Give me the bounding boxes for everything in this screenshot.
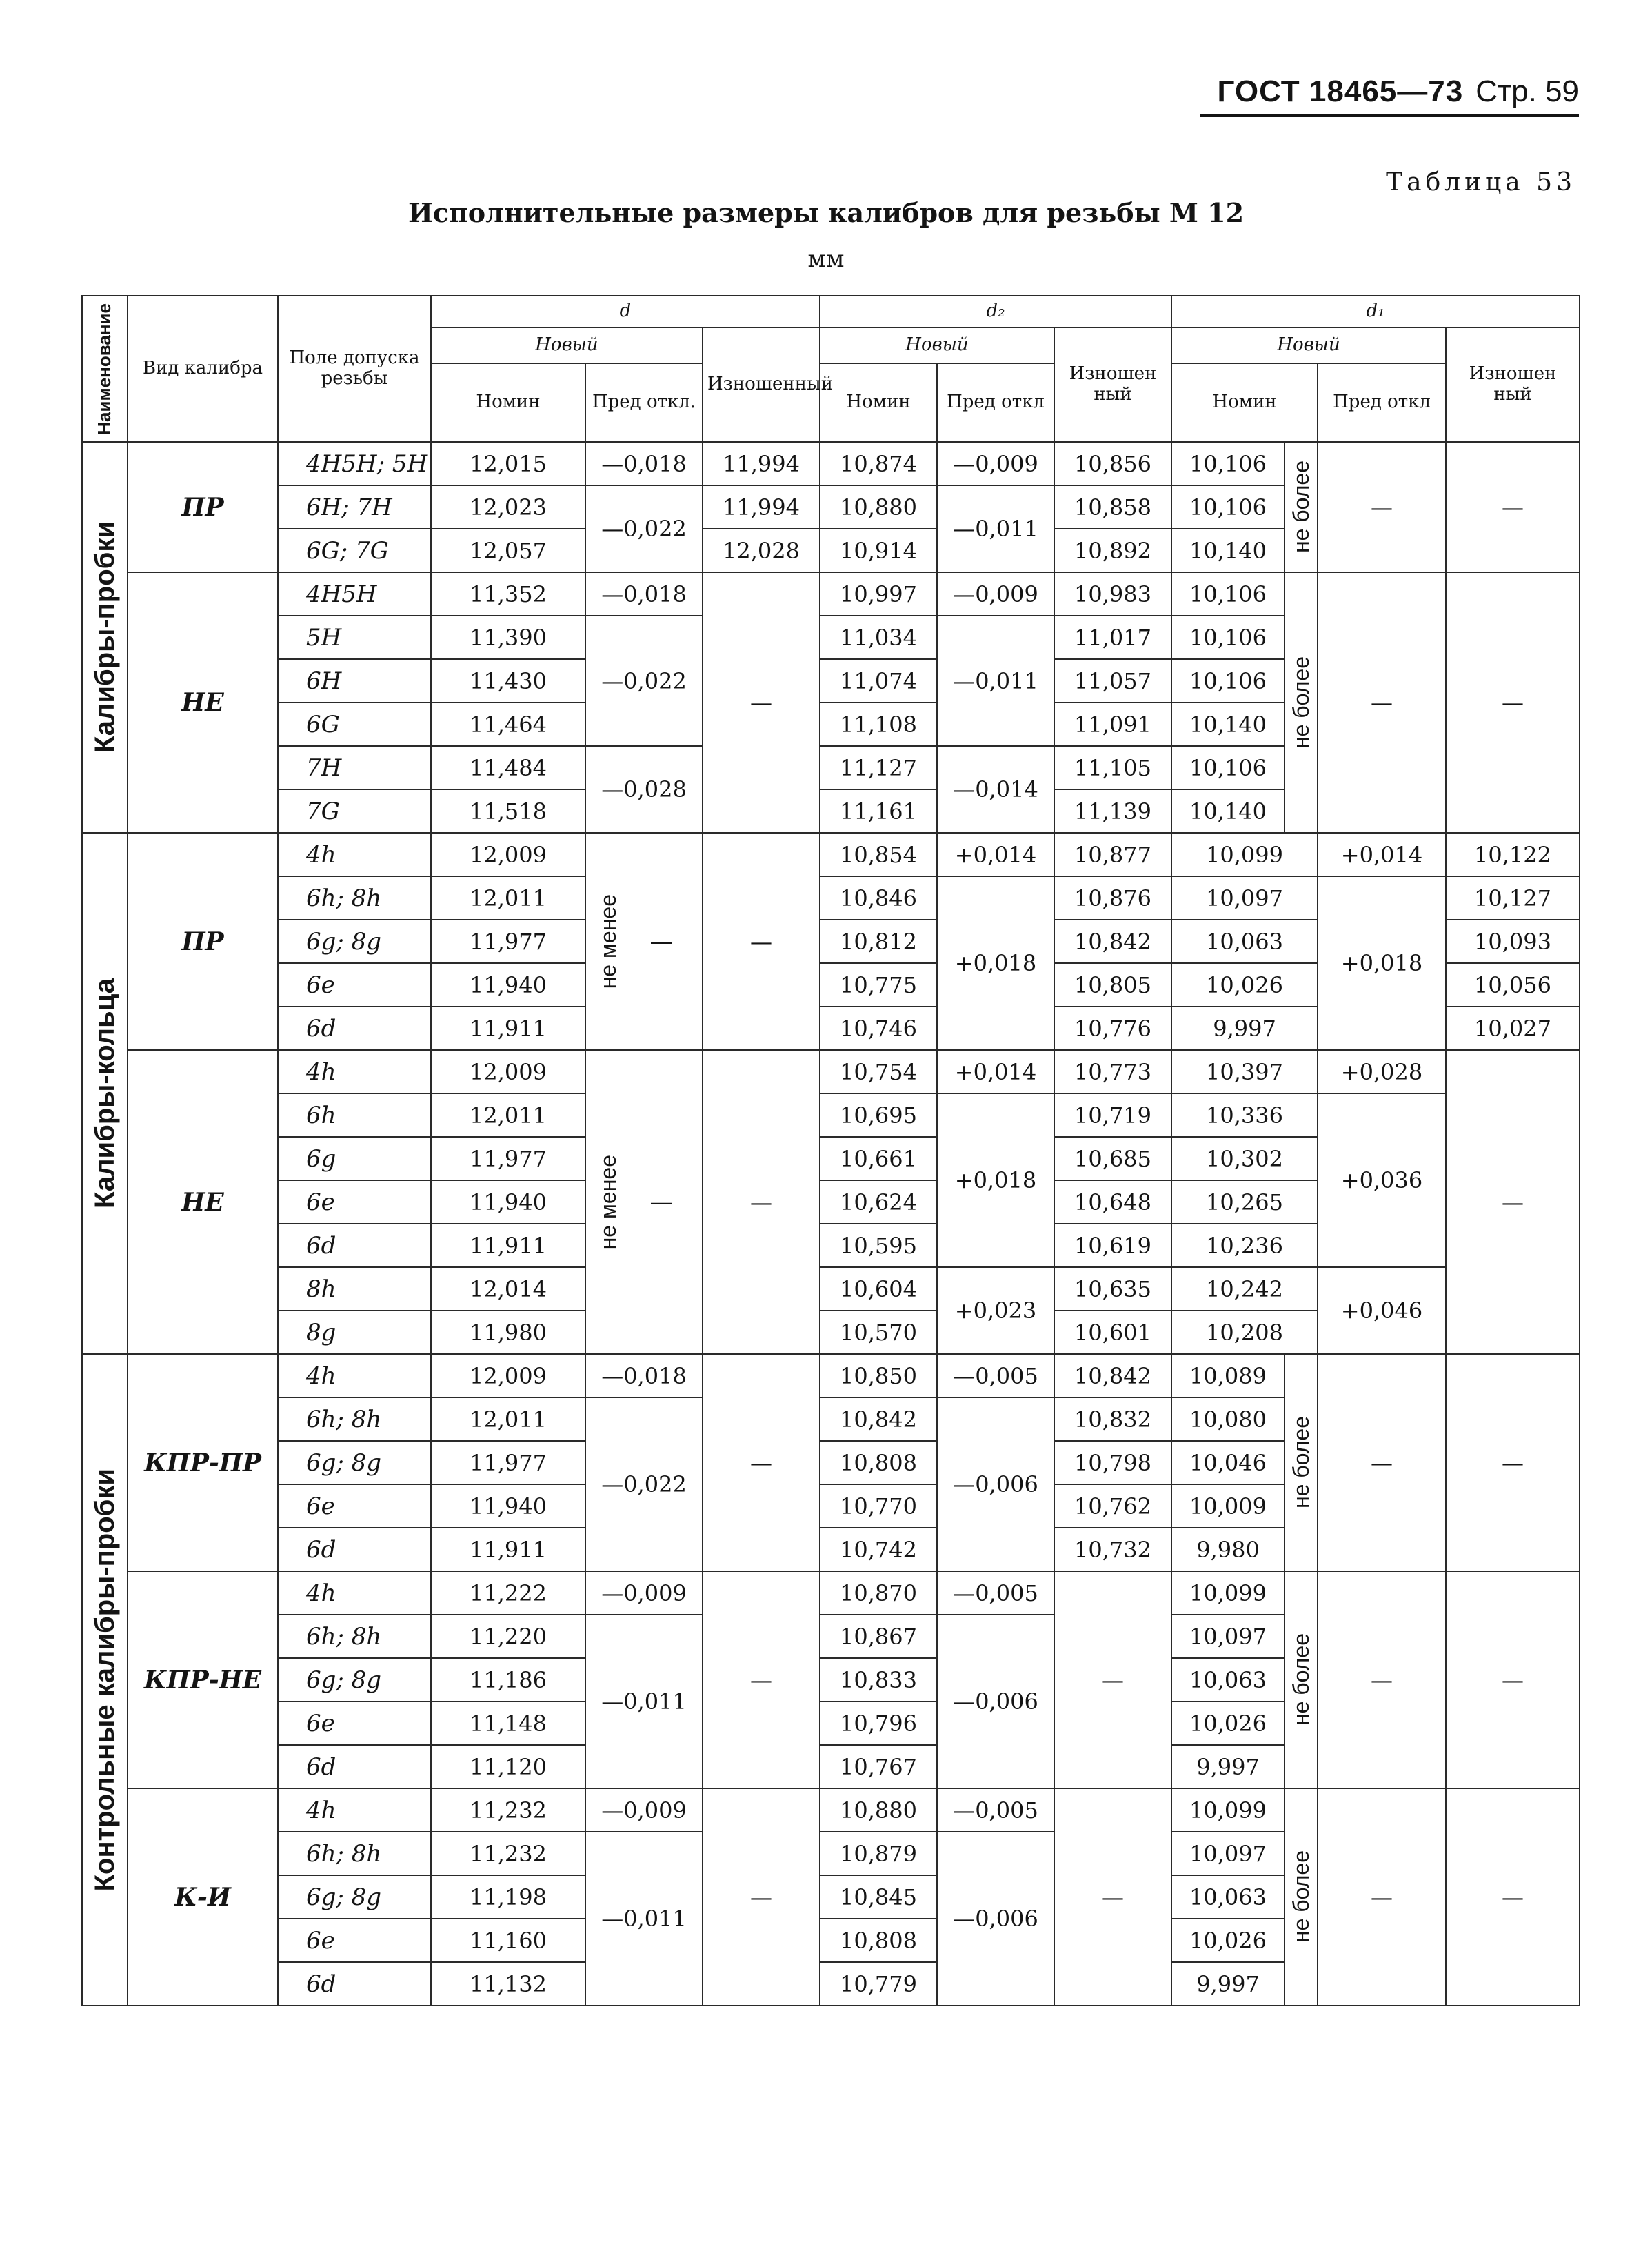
d-deviation-value: — xyxy=(649,927,674,956)
table-row xyxy=(82,876,1580,920)
d-worn: — xyxy=(703,1050,820,1354)
d-nominal: 11,977 xyxy=(431,1137,585,1180)
d1-nominal: 10,106 xyxy=(1171,485,1285,529)
d2-nominal: 11,034 xyxy=(820,616,937,659)
col-d1-new: Новый xyxy=(1171,327,1446,363)
tolerance-field: 6e xyxy=(278,963,431,1007)
d-nominal: 11,222 xyxy=(431,1571,585,1615)
d2-worn: 10,773 xyxy=(1054,1050,1171,1093)
not-more-limit xyxy=(1285,442,1318,572)
d2-nominal: 10,604 xyxy=(820,1267,937,1311)
d2-deviation: +0,014 xyxy=(937,833,1054,876)
d2-deviation: —0,014 xyxy=(937,746,1054,833)
d2-nominal: 10,880 xyxy=(820,485,937,529)
d2-worn: — xyxy=(1054,1788,1171,2006)
d2-deviation: —0,005 xyxy=(937,1571,1054,1615)
d2-worn: 10,776 xyxy=(1054,1007,1171,1050)
d-nominal: 12,011 xyxy=(431,876,585,920)
not-more-limit xyxy=(1285,572,1318,833)
d2-worn: — xyxy=(1054,1571,1171,1788)
d-nominal: 12,057 xyxy=(431,529,585,572)
d2-worn: 10,876 xyxy=(1054,876,1171,920)
d1-deviation: +0,028 xyxy=(1318,1050,1446,1093)
d2-nominal: 10,695 xyxy=(820,1093,937,1137)
group-label xyxy=(82,833,128,1354)
d2-worn: 10,842 xyxy=(1054,920,1171,963)
d2-nominal: 10,997 xyxy=(820,572,937,616)
d2-deviation: —0,006 xyxy=(937,1615,1054,1788)
d1-nominal: 10,063 xyxy=(1171,1658,1285,1701)
d1-nominal: 10,099 xyxy=(1171,833,1318,876)
d2-nominal: 11,127 xyxy=(820,746,937,789)
tolerance-field: 4h xyxy=(278,1571,431,1615)
tolerance-field: 6e xyxy=(278,1919,431,1962)
d1-nominal: 10,140 xyxy=(1171,789,1285,833)
tolerance-field: 6g; 8g xyxy=(278,1441,431,1484)
col-d1: d₁ xyxy=(1171,296,1580,327)
d-nominal: 12,011 xyxy=(431,1397,585,1441)
gauge-kind: КПР-НЕ xyxy=(128,1571,278,1788)
tolerance-field: 6G xyxy=(278,703,431,746)
col-d-dev: Пред откл. xyxy=(585,363,703,442)
d2-deviation: —0,006 xyxy=(937,1832,1054,2006)
d2-nominal: 10,796 xyxy=(820,1701,937,1745)
table-row xyxy=(82,833,1580,876)
d2-nominal: 10,595 xyxy=(820,1224,937,1267)
d-worn: 12,028 xyxy=(703,529,820,572)
d1-nominal: 10,265 xyxy=(1171,1180,1318,1224)
page-header xyxy=(1200,74,1579,117)
d-nominal: 11,940 xyxy=(431,1484,585,1528)
d-worn: 11,994 xyxy=(703,442,820,485)
d-nominal: 11,232 xyxy=(431,1832,585,1875)
d1-nominal: 10,397 xyxy=(1171,1050,1318,1093)
dimensions-table xyxy=(81,295,1580,2006)
tolerance-field: 6h; 8h xyxy=(278,1397,431,1441)
d1-nominal: 10,106 xyxy=(1171,572,1285,616)
d1-deviation: — xyxy=(1318,1571,1446,1788)
d-nominal: 11,186 xyxy=(431,1658,585,1701)
d1-worn: 10,127 xyxy=(1446,876,1580,920)
d1-worn: — xyxy=(1446,1788,1580,2006)
table-label: Таблица 53 xyxy=(1386,168,1576,196)
d2-deviation: +0,018 xyxy=(937,876,1054,1050)
d2-worn: 10,856 xyxy=(1054,442,1171,485)
table-row xyxy=(82,1267,1580,1311)
d2-nominal: 10,879 xyxy=(820,1832,937,1875)
col-d-nom: Номин xyxy=(431,363,585,442)
d1-worn: — xyxy=(1446,572,1580,833)
d2-nominal: 10,914 xyxy=(820,529,937,572)
table-row xyxy=(82,1354,1580,1397)
not-less-limit: не менее xyxy=(596,893,621,989)
tolerance-field: 6g; 8g xyxy=(278,1875,431,1919)
d-nominal: 11,980 xyxy=(431,1311,585,1354)
tolerance-field: 4H5H xyxy=(278,572,431,616)
col-d1-worn: Изношен ный xyxy=(1446,327,1580,442)
tolerance-field: 5H xyxy=(278,616,431,659)
d1-deviation: — xyxy=(1318,442,1446,572)
not-more-limit-text: не более xyxy=(1288,1416,1313,1509)
d2-nominal: 10,870 xyxy=(820,1571,937,1615)
d2-deviation: —0,009 xyxy=(937,442,1054,485)
d-nominal: 11,518 xyxy=(431,789,585,833)
d1-deviation: +0,036 xyxy=(1318,1093,1446,1267)
tolerance-field: 6d xyxy=(278,1224,431,1267)
d-nominal: 11,940 xyxy=(431,1180,585,1224)
col-d: d xyxy=(431,296,820,327)
tolerance-field: 6g xyxy=(278,1137,431,1180)
d-deviation: —0,011 xyxy=(585,1832,703,2006)
col-d2: d₂ xyxy=(820,296,1171,327)
d1-worn: — xyxy=(1446,442,1580,572)
d2-worn: 10,732 xyxy=(1054,1528,1171,1571)
d2-nominal: 10,854 xyxy=(820,833,937,876)
d2-nominal: 10,808 xyxy=(820,1441,937,1484)
d2-nominal: 10,742 xyxy=(820,1528,937,1571)
tolerance-field: 6G; 7G xyxy=(278,529,431,572)
d1-nominal: 10,097 xyxy=(1171,876,1318,920)
d1-nominal: 10,046 xyxy=(1171,1441,1285,1484)
d-worn: — xyxy=(703,1571,820,1788)
tolerance-field: 4H5H; 5H xyxy=(278,442,431,485)
table-row xyxy=(82,1050,1580,1093)
d1-deviation: — xyxy=(1318,572,1446,833)
d-nominal: 11,352 xyxy=(431,572,585,616)
d2-worn: 10,601 xyxy=(1054,1311,1171,1354)
table-title: Исполнительные размеры калибров для резьбы М 12 xyxy=(407,197,1245,228)
d-nominal: 11,132 xyxy=(431,1962,585,2006)
d2-worn: 11,057 xyxy=(1054,659,1171,703)
d2-worn: 10,983 xyxy=(1054,572,1171,616)
d-nominal: 11,911 xyxy=(431,1528,585,1571)
d1-deviation: — xyxy=(1318,1354,1446,1571)
tolerance-field: 6d xyxy=(278,1528,431,1571)
d2-worn: 10,798 xyxy=(1054,1441,1171,1484)
d1-deviation: — xyxy=(1318,1788,1446,2006)
d1-nominal: 10,099 xyxy=(1171,1788,1285,1832)
d2-deviation: —0,011 xyxy=(937,616,1054,746)
tolerance-field: 6g; 8g xyxy=(278,920,431,963)
gauge-kind: ПР xyxy=(128,442,278,572)
d2-nominal: 10,570 xyxy=(820,1311,937,1354)
tolerance-field: 7G xyxy=(278,789,431,833)
d1-worn: 10,093 xyxy=(1446,920,1580,963)
d-nominal: 11,484 xyxy=(431,746,585,789)
d2-worn: 11,091 xyxy=(1054,703,1171,746)
d1-nominal: 10,106 xyxy=(1171,659,1285,703)
d1-nominal: 9,997 xyxy=(1171,1962,1285,2006)
d2-nominal: 10,746 xyxy=(820,1007,937,1050)
d2-worn: 10,805 xyxy=(1054,963,1171,1007)
d1-nominal: 10,336 xyxy=(1171,1093,1318,1137)
d1-worn: — xyxy=(1446,1354,1580,1571)
tolerance-field: 4h xyxy=(278,833,431,876)
standard-number: ГОСТ 18465—73 xyxy=(1217,74,1464,108)
col-d2-nom: Номин xyxy=(820,363,937,442)
d2-nominal: 10,624 xyxy=(820,1180,937,1224)
d-nominal: 11,977 xyxy=(431,920,585,963)
d2-nominal: 10,833 xyxy=(820,1658,937,1701)
d2-deviation: —0,009 xyxy=(937,572,1054,616)
d1-nominal: 10,106 xyxy=(1171,746,1285,789)
d-nominal: 11,148 xyxy=(431,1701,585,1745)
gauge-kind: НЕ xyxy=(128,572,278,833)
not-more-limit-text: не более xyxy=(1288,1850,1313,1943)
d-nominal: 11,977 xyxy=(431,1441,585,1484)
d1-nominal: 10,302 xyxy=(1171,1137,1318,1180)
d-deviation: —0,018 xyxy=(585,442,703,485)
group-label-text: Контрольные калибры-пробки xyxy=(89,1468,120,1892)
d-deviation: —0,022 xyxy=(585,485,703,572)
col-name: Наименование xyxy=(82,296,128,442)
d1-nominal: 10,026 xyxy=(1171,1701,1285,1745)
d1-nominal: 10,009 xyxy=(1171,1484,1285,1528)
d-worn: — xyxy=(703,1354,820,1571)
d1-worn: — xyxy=(1446,1050,1580,1354)
d1-nominal: 10,140 xyxy=(1171,703,1285,746)
d-nominal: 11,430 xyxy=(431,659,585,703)
tolerance-field: 6h; 8h xyxy=(278,876,431,920)
tolerance-field: 6d xyxy=(278,1007,431,1050)
d2-nominal: 10,867 xyxy=(820,1615,937,1658)
d2-nominal: 10,779 xyxy=(820,1962,937,2006)
d1-nominal: 10,208 xyxy=(1171,1311,1318,1354)
d1-nominal: 10,236 xyxy=(1171,1224,1318,1267)
d2-worn: 10,762 xyxy=(1054,1484,1171,1528)
tolerance-field: 4h xyxy=(278,1788,431,1832)
d1-deviation: +0,018 xyxy=(1318,876,1446,1050)
d-nominal: 12,009 xyxy=(431,1354,585,1397)
gauge-kind: К-И xyxy=(128,1788,278,2006)
d2-nominal: 11,108 xyxy=(820,703,937,746)
d-worn: — xyxy=(703,833,820,1050)
tolerance-field: 4h xyxy=(278,1050,431,1093)
tolerance-field: 6e xyxy=(278,1180,431,1224)
not-more-limit-text: не более xyxy=(1288,656,1313,749)
d1-worn: — xyxy=(1446,1571,1580,1788)
tolerance-field: 6e xyxy=(278,1484,431,1528)
d-nominal: 11,120 xyxy=(431,1745,585,1788)
d1-nominal: 10,106 xyxy=(1171,616,1285,659)
d1-worn: 10,056 xyxy=(1446,963,1580,1007)
d-nominal: 12,009 xyxy=(431,833,585,876)
d1-nominal: 10,080 xyxy=(1171,1397,1285,1441)
tolerance-field: 6d xyxy=(278,1962,431,2006)
d1-deviation: +0,046 xyxy=(1318,1267,1446,1354)
d-worn: — xyxy=(703,1788,820,2006)
d1-worn: 10,122 xyxy=(1446,833,1580,876)
group-label-text: Калибры-кольца xyxy=(89,978,120,1209)
not-more-limit-text: не более xyxy=(1288,1633,1313,1726)
d2-worn: 10,719 xyxy=(1054,1093,1171,1137)
d2-deviation: —0,011 xyxy=(937,485,1054,572)
d-deviation: —0,018 xyxy=(585,572,703,616)
tolerance-field: 4h xyxy=(278,1354,431,1397)
d-deviation: —0,022 xyxy=(585,616,703,746)
tolerance-field: 6H xyxy=(278,659,431,703)
d-nominal: 12,009 xyxy=(431,1050,585,1093)
group-label-text: Калибры-пробки xyxy=(89,521,120,754)
d1-deviation: +0,014 xyxy=(1318,833,1446,876)
d-nominal: 12,011 xyxy=(431,1093,585,1137)
d-nominal: 11,940 xyxy=(431,963,585,1007)
d-worn: — xyxy=(703,572,820,833)
d2-nominal: 10,767 xyxy=(820,1745,937,1788)
d2-nominal: 10,808 xyxy=(820,1919,937,1962)
d2-worn: 10,635 xyxy=(1054,1267,1171,1311)
d2-worn: 10,832 xyxy=(1054,1397,1171,1441)
d1-nominal: 10,089 xyxy=(1171,1354,1285,1397)
tolerance-field: 6d xyxy=(278,1745,431,1788)
tolerance-field: 6g; 8g xyxy=(278,1658,431,1701)
d2-deviation: —0,005 xyxy=(937,1354,1054,1397)
d-nominal: 11,232 xyxy=(431,1788,585,1832)
col-d1-nom: Номин xyxy=(1171,363,1318,442)
col-d2-dev: Пред откл xyxy=(937,363,1054,442)
tolerance-field: 6h xyxy=(278,1093,431,1137)
tolerance-field: 6H; 7H xyxy=(278,485,431,529)
d2-worn: 10,842 xyxy=(1054,1354,1171,1397)
col-kind: Вид калибра xyxy=(128,296,278,442)
d2-worn: 10,858 xyxy=(1054,485,1171,529)
d2-nominal: 10,850 xyxy=(820,1354,937,1397)
d2-nominal: 10,770 xyxy=(820,1484,937,1528)
col-field: Поле допуска резьбы xyxy=(278,296,431,442)
d-nominal: 11,390 xyxy=(431,616,585,659)
d-deviation: —0,011 xyxy=(585,1615,703,1788)
tolerance-field: 6e xyxy=(278,1701,431,1745)
col-d1-dev: Пред откл xyxy=(1318,363,1446,442)
d-deviation: —0,009 xyxy=(585,1571,703,1615)
tolerance-field: 6h; 8h xyxy=(278,1832,431,1875)
d2-nominal: 10,775 xyxy=(820,963,937,1007)
d2-nominal: 10,874 xyxy=(820,442,937,485)
d2-nominal: 10,754 xyxy=(820,1050,937,1093)
d2-nominal: 11,161 xyxy=(820,789,937,833)
not-more-limit xyxy=(1285,1571,1318,1788)
d1-nominal: 10,099 xyxy=(1171,1571,1285,1615)
d-deviation: —0,022 xyxy=(585,1397,703,1571)
tolerance-field: 6h; 8h xyxy=(278,1615,431,1658)
d2-worn: 11,105 xyxy=(1054,746,1171,789)
d1-nominal: 10,097 xyxy=(1171,1615,1285,1658)
group-label xyxy=(82,442,128,833)
d1-nominal: 10,140 xyxy=(1171,529,1285,572)
col-d2-worn: Изношен ный xyxy=(1054,327,1171,442)
d2-worn: 10,892 xyxy=(1054,529,1171,572)
col-d-worn: Изношенный xyxy=(703,327,820,442)
d2-nominal: 10,846 xyxy=(820,876,937,920)
table-body xyxy=(82,442,1580,2006)
not-more-limit xyxy=(1285,1354,1318,1571)
d1-nominal: 9,997 xyxy=(1171,1745,1285,1788)
d1-nominal: 10,063 xyxy=(1171,1875,1285,1919)
d-deviation: —0,018 xyxy=(585,1354,703,1397)
not-more-limit xyxy=(1285,1788,1318,2006)
d2-worn: 10,877 xyxy=(1054,833,1171,876)
table-container xyxy=(81,295,1579,2006)
d-nominal: 11,911 xyxy=(431,1224,585,1267)
d2-deviation: —0,005 xyxy=(937,1788,1054,1832)
not-more-limit-text: не более xyxy=(1288,461,1313,554)
tolerance-field: 7H xyxy=(278,746,431,789)
d-nominal: 11,911 xyxy=(431,1007,585,1050)
d2-worn: 10,648 xyxy=(1054,1180,1171,1224)
d2-deviation: —0,006 xyxy=(937,1397,1054,1571)
d1-worn: 10,027 xyxy=(1446,1007,1580,1050)
d1-nominal: 10,026 xyxy=(1171,963,1318,1007)
tolerance-field: 8g xyxy=(278,1311,431,1354)
d-deviation xyxy=(585,1050,703,1354)
d2-worn: 11,139 xyxy=(1054,789,1171,833)
d2-deviation: +0,023 xyxy=(937,1267,1054,1354)
table-row xyxy=(82,442,1580,485)
d-deviation xyxy=(585,833,703,1050)
d1-nominal: 9,997 xyxy=(1171,1007,1318,1050)
gauge-kind: НЕ xyxy=(128,1050,278,1354)
d-deviation: —0,028 xyxy=(585,746,703,833)
d-nominal: 12,015 xyxy=(431,442,585,485)
d2-worn: 10,619 xyxy=(1054,1224,1171,1267)
d-nominal: 11,198 xyxy=(431,1875,585,1919)
d2-nominal: 10,845 xyxy=(820,1875,937,1919)
d2-nominal: 10,842 xyxy=(820,1397,937,1441)
d-nominal: 11,464 xyxy=(431,703,585,746)
unit-label: мм xyxy=(807,245,845,273)
d1-nominal: 10,106 xyxy=(1171,442,1285,485)
d-nominal: 12,014 xyxy=(431,1267,585,1311)
d1-nominal: 10,026 xyxy=(1171,1919,1285,1962)
col-d2-new: Новый xyxy=(820,327,1054,363)
d2-deviation: +0,014 xyxy=(937,1050,1054,1093)
table-row xyxy=(82,572,1580,616)
d2-deviation: +0,018 xyxy=(937,1093,1054,1267)
col-d-new: Новый xyxy=(431,327,703,363)
d-worn: 11,994 xyxy=(703,485,820,529)
not-less-limit: не менее xyxy=(596,1154,621,1250)
d-nominal: 12,023 xyxy=(431,485,585,529)
tolerance-field: 8h xyxy=(278,1267,431,1311)
d1-nominal: 9,980 xyxy=(1171,1528,1285,1571)
gauge-kind: ПР xyxy=(128,833,278,1050)
d-nominal: 11,220 xyxy=(431,1615,585,1658)
table-row xyxy=(82,1571,1580,1615)
table-row xyxy=(82,1788,1580,1832)
d-nominal: 11,160 xyxy=(431,1919,585,1962)
d2-worn: 10,685 xyxy=(1054,1137,1171,1180)
d2-nominal: 10,880 xyxy=(820,1788,937,1832)
d2-nominal: 11,074 xyxy=(820,659,937,703)
gauge-kind: КПР-ПР xyxy=(128,1354,278,1571)
d2-worn: 11,017 xyxy=(1054,616,1171,659)
d2-nominal: 10,661 xyxy=(820,1137,937,1180)
d1-nominal: 10,063 xyxy=(1171,920,1318,963)
table-row xyxy=(82,1093,1580,1137)
d1-nominal: 10,097 xyxy=(1171,1832,1285,1875)
d2-nominal: 10,812 xyxy=(820,920,937,963)
d-deviation-value: — xyxy=(649,1188,674,1216)
d1-nominal: 10,242 xyxy=(1171,1267,1318,1311)
d-deviation: —0,009 xyxy=(585,1788,703,1832)
page-number: Стр. 59 xyxy=(1475,74,1579,108)
group-label xyxy=(82,1354,128,2006)
